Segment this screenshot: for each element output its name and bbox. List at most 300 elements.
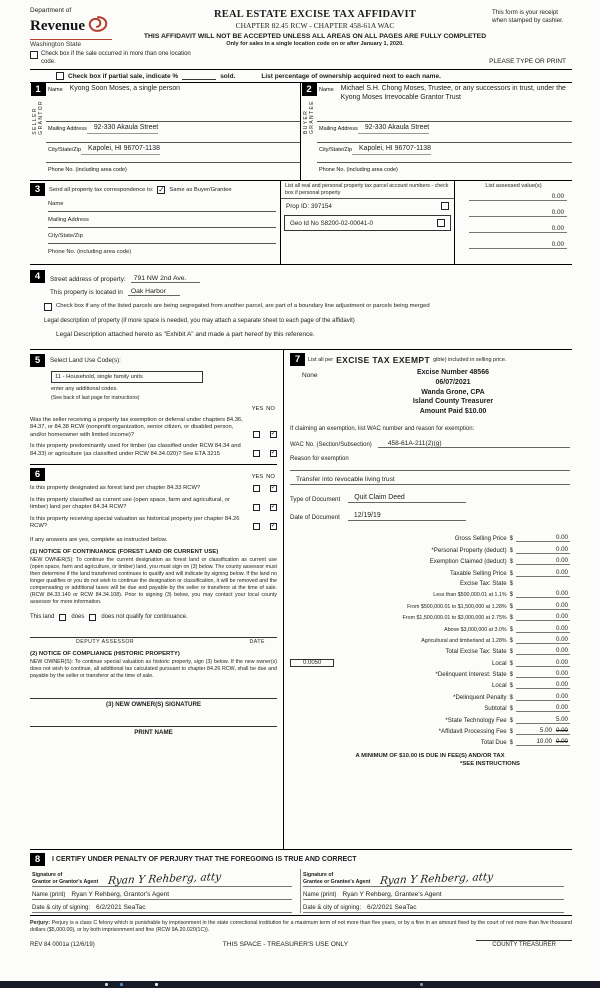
money-row-processing-fee bbox=[290, 727, 570, 735]
money-value[interactable]: 0.00 bbox=[516, 613, 570, 621]
money-value[interactable] bbox=[516, 727, 570, 735]
checkmark: ✓ bbox=[270, 449, 277, 457]
does-not-checkbox[interactable] bbox=[89, 614, 96, 621]
bottom-row bbox=[30, 940, 572, 948]
grantee-signature-value[interactable]: Ryan Y Rehberg, atty bbox=[379, 870, 495, 888]
s6-q1-yes-checkbox[interactable] bbox=[253, 485, 260, 492]
dollar-sign: $ bbox=[509, 693, 513, 701]
money-row-tier2 bbox=[290, 602, 570, 610]
checkmark: ✓ bbox=[270, 484, 277, 492]
dollar-sign: $ bbox=[509, 625, 513, 633]
seller-phone-row bbox=[46, 163, 300, 180]
dollar-sign: $ bbox=[509, 682, 513, 690]
partial-sale-sold-label: sold. bbox=[220, 72, 236, 80]
stamp-amount-paid: Amount Paid $10.00 bbox=[419, 408, 487, 416]
stamp-treasurer-title: Island County Treasurer bbox=[412, 398, 494, 406]
receipt-note: This form is your receipt when stamped by cashier. bbox=[492, 9, 564, 25]
bottom-bar bbox=[0, 981, 600, 988]
document-date-value[interactable]: 12/19/19 bbox=[348, 512, 466, 521]
treasurer-space-label: THIS SPACE - TREASURER'S USE ONLY bbox=[222, 941, 349, 949]
header-center bbox=[138, 7, 492, 47]
s5-q1-boxes bbox=[253, 417, 277, 439]
buyer-name-value[interactable]: Michael S.H. Chong Moses, Trustee, or any successors in trust, under the Kyong Moses Irrevocable Grantor Trust bbox=[340, 85, 566, 101]
buyer-fields bbox=[317, 83, 572, 180]
money-row-total-state bbox=[290, 647, 570, 655]
s6-q1-no-checkbox[interactable] bbox=[270, 485, 277, 492]
money-row-tier3 bbox=[290, 613, 570, 621]
no-header: NO bbox=[266, 474, 275, 481]
handwritten-amount: 10.00 bbox=[536, 738, 552, 746]
grantor-signature-row bbox=[32, 869, 292, 887]
money-row-delinquent-penalty bbox=[290, 693, 570, 701]
seller-name-label: Name bbox=[48, 87, 63, 93]
money-row-gross bbox=[290, 534, 570, 542]
seller-grantor-section bbox=[30, 83, 301, 180]
money-value[interactable]: 0.00 bbox=[516, 670, 570, 678]
s5-q2-yes-checkbox[interactable] bbox=[253, 450, 260, 457]
dollar-sign: $ bbox=[509, 535, 513, 543]
money-label: Above $3,000,000 at 3.0% bbox=[444, 626, 507, 633]
parcel-numbers-header: List all real and personal property tax parcel account numbers - check box if personal property bbox=[281, 181, 454, 199]
logo-state-text: Washington State bbox=[30, 39, 112, 48]
dollar-sign: $ bbox=[509, 591, 513, 599]
buyer-address-value[interactable]: 92-330 Akaula Street bbox=[358, 124, 429, 134]
s6-q2-yes-checkbox[interactable] bbox=[253, 504, 260, 511]
money-value[interactable]: 5.00 bbox=[516, 716, 570, 724]
grantor-printed-name[interactable]: Ryan Y Rehberg, Grantor's Agent bbox=[71, 891, 170, 898]
partial-sale-label: Check box if partial sale, indicate % bbox=[68, 72, 179, 80]
legal-description-value[interactable]: Legal Description attached hereto as "Exhibit A" and made a part hereof by this reference. bbox=[56, 331, 315, 338]
buyer-csz-value[interactable]: Kapolei, HI 96707-1138 bbox=[352, 145, 431, 155]
section-8-number: 8 bbox=[30, 853, 45, 866]
parcel-row-1 bbox=[281, 199, 454, 213]
if-yes-note: If any answers are yes, complete as instructed below. bbox=[30, 536, 168, 543]
seller-rail bbox=[30, 83, 46, 180]
checkmark: ✓ bbox=[158, 184, 165, 194]
stamp-treasurer-name: Wanda Grone, CPA bbox=[421, 388, 485, 396]
struck-amount: 0.00 bbox=[555, 738, 568, 746]
bottom-bar-dot bbox=[120, 983, 123, 986]
money-label: From $500,000.01 to $1,500,000 at 1.28% bbox=[407, 603, 507, 610]
deputy-assessor-label: DEPUTY ASSESSOR bbox=[76, 638, 135, 645]
money-row-total-due bbox=[290, 738, 570, 746]
money-row-agricultural bbox=[290, 636, 570, 644]
money-value[interactable]: 0.00 bbox=[516, 647, 570, 655]
seller-address-row bbox=[46, 122, 300, 143]
dollar-sign: $ bbox=[509, 569, 513, 577]
additional-codes-label: enter any additional codes. bbox=[51, 386, 118, 392]
correspondence-name-field[interactable] bbox=[48, 196, 276, 212]
seller-fields bbox=[46, 83, 300, 180]
buyer-phone-label: Phone No. (including area code) bbox=[319, 167, 398, 173]
struck-amount: 0.00 bbox=[555, 727, 568, 735]
stamp-exempt-line: EXCISE TAX EXEMPT bbox=[336, 354, 431, 365]
dollar-sign: $ bbox=[509, 716, 513, 724]
s6-question-1 bbox=[30, 485, 277, 493]
s6-q3-text: Is this property receiving special valuation as historical property per chapter 84.26 RCW? bbox=[30, 515, 240, 530]
document-type-label: Type of Document bbox=[290, 495, 341, 503]
s6-q1-text: Is this property designated as forest land per chapter 84.33 RCW? bbox=[30, 485, 201, 492]
money-row-exemption bbox=[290, 557, 570, 565]
s5-q1-no-checkbox[interactable] bbox=[270, 431, 277, 438]
document-date-label: Date of Document bbox=[290, 513, 340, 521]
grantee-name-row bbox=[303, 887, 564, 900]
minimum-due-note: A MINIMUM OF $10.00 IS DUE IN FEE(S) AND/OR TAX bbox=[355, 753, 505, 760]
section-2-number: 2 bbox=[302, 83, 317, 96]
personal-property-checkbox-1[interactable] bbox=[441, 202, 449, 210]
seller-address-label: Mailing Address bbox=[48, 126, 87, 132]
claiming-exemption-label: If claiming an exemption, list WAC number and reason for exemption: bbox=[290, 425, 475, 432]
dollar-sign: $ bbox=[509, 558, 513, 566]
s6-question-3 bbox=[30, 516, 277, 531]
seller-name-value[interactable]: Kyong Soon Moses, a single person bbox=[69, 85, 180, 92]
same-as-buyer-checkbox[interactable] bbox=[157, 186, 165, 194]
section-5-number: 5 bbox=[30, 354, 45, 367]
money-value[interactable] bbox=[516, 580, 570, 587]
s5-q2-no-checkbox[interactable] bbox=[270, 450, 277, 457]
seller-word: SELLER bbox=[32, 107, 38, 135]
money-label: Less than $500,000.01 at 1.1% bbox=[433, 592, 507, 599]
stamp-excise-number: Excise Number 48566 bbox=[417, 369, 489, 376]
section-3-number: 3 bbox=[30, 183, 45, 196]
s6-q3-no-checkbox[interactable] bbox=[270, 523, 277, 530]
money-value[interactable]: 0.00 bbox=[516, 704, 570, 712]
county-treasurer-label: COUNTY TREASURER bbox=[476, 940, 572, 948]
ownership-percentage-label: List percentage of ownership acquired next to each name. bbox=[261, 72, 441, 80]
money-table bbox=[290, 531, 570, 746]
money-value[interactable]: 0.00 bbox=[516, 636, 570, 644]
form-chapter: CHAPTER 82.45 RCW - CHAPTER 458-61A WAC bbox=[235, 21, 395, 30]
list-personal-prefix: List all per bbox=[308, 356, 334, 363]
parties-section bbox=[30, 83, 572, 181]
wac-number-label: WAC No. (Section/Subsection) bbox=[290, 441, 372, 448]
see-instructions-note: *SEE INSTRUCTIONS bbox=[460, 761, 520, 768]
grantee-date-label: Date & city of signing: bbox=[303, 905, 362, 911]
money-row-subtotal bbox=[290, 704, 570, 712]
s6-yes-no-header bbox=[251, 474, 277, 480]
dollar-sign: $ bbox=[509, 659, 513, 667]
land-use-select[interactable] bbox=[51, 371, 203, 383]
left-column bbox=[30, 350, 284, 849]
see-back-note: (See back of last page for instructions) bbox=[51, 395, 140, 401]
s6-q3-yes-checkbox[interactable] bbox=[253, 523, 260, 530]
document-type-row bbox=[290, 494, 570, 503]
money-row-delinquent-interest-state bbox=[290, 670, 570, 678]
grantee-agent-label: Grantee or Grantee's Agent bbox=[303, 878, 371, 885]
buyer-phone-row bbox=[317, 163, 572, 180]
bottom-bar-dot bbox=[155, 983, 158, 986]
signatures-grid bbox=[30, 869, 572, 913]
grantor-agent-label: Grantor or Grantor's Agent bbox=[32, 878, 99, 885]
money-row-delinquent-interest-local bbox=[290, 681, 570, 689]
correspondence-fields bbox=[30, 181, 280, 264]
multi-location-label: Check box if the sale occurred in more than one location code. bbox=[41, 51, 191, 65]
grantee-signature-label bbox=[303, 872, 370, 885]
perjury-text: Perjury is a class C felony which is punishable by imprisonment in the state correctional institution for a maximum term of not more than five years, or by a fine in an amount fixed by the court of not more than five thousand dollars ($5,000.00), or by both imprisonment and fine (RCW 9A.20.020(1C)). bbox=[30, 920, 572, 934]
certification-section bbox=[30, 850, 572, 916]
dollar-sign: $ bbox=[509, 648, 513, 656]
correspondence-csz-label: City/State/Zip bbox=[48, 233, 83, 239]
s6-q2-boxes bbox=[253, 497, 277, 512]
dollar-sign: $ bbox=[509, 671, 513, 679]
money-label: *Affidavit Processing Fee bbox=[438, 728, 507, 736]
correspondence-name-label: Name bbox=[48, 201, 64, 207]
wac-number-value[interactable]: 458-61A-211(2)(g) bbox=[378, 440, 570, 448]
buyer-side-label bbox=[303, 100, 315, 134]
dollar-sign: $ bbox=[509, 739, 513, 747]
form-title: REAL ESTATE EXCISE TAX AFFIDAVIT bbox=[213, 9, 417, 20]
money-value[interactable]: 0.00 bbox=[516, 569, 570, 577]
handwritten-amount: 5.00 bbox=[539, 727, 552, 735]
money-row-taxable bbox=[290, 569, 570, 577]
logo-agency-text: Revenue bbox=[30, 17, 85, 34]
s6-q2-text: Is this property classified as current use (open space, farm and agricultural, or timber) land per chapter 84.34 RCW? bbox=[30, 497, 230, 511]
signature-of-label: Signature of bbox=[303, 872, 334, 878]
new-owner-signature-line[interactable] bbox=[30, 698, 277, 699]
land-use-value: 11 - Household, single family units bbox=[55, 374, 143, 380]
s6-q3-boxes bbox=[253, 516, 277, 531]
exemption-reason-value[interactable]: Transfer into revocable living trust bbox=[290, 473, 570, 485]
send-correspondence-label: Send all property tax correspondence to: bbox=[49, 186, 154, 193]
notice-continuance-body: NEW OWNER(S): To continue the current designation as forest land or classification as current use (open space, farm and agriculture, or timber) land, you must sign on (3) below. The county assessor must then determine if the land transferred continues to qualify and will indicate by signing below. If the land no longer qualifies or you do not wish to continue the designation or classification, it will be removed and the compensating or additional taxes will be due and payable by the seller or transferor at the time of sale. (RCW 84.33.140 or RCW 84.34.108). Prior to signing (3) below, you may contact your local county assessor for more information. bbox=[30, 556, 277, 605]
money-value[interactable]: 0.00 bbox=[516, 546, 570, 554]
buyer-grantee-section bbox=[301, 83, 572, 180]
buyer-address-row bbox=[317, 122, 572, 143]
header-warning: THIS AFFIDAVIT WILL NOT BE ACCEPTED UNLESS ALL AREAS ON ALL PAGES ARE FULLY COMPLETED bbox=[143, 33, 487, 40]
assessed-value-4[interactable]: 0.00 bbox=[469, 241, 567, 249]
personal-property-row bbox=[290, 353, 570, 366]
personal-property-checkbox-2[interactable] bbox=[437, 219, 445, 227]
form-header bbox=[30, 7, 572, 48]
section-1-number: 1 bbox=[31, 83, 46, 96]
s5-question-2 bbox=[30, 443, 277, 458]
logo-agency-row bbox=[30, 14, 138, 38]
money-value[interactable]: 0.00 bbox=[516, 625, 570, 633]
dollar-sign: $ bbox=[509, 636, 513, 644]
correspondence-phone-label: Phone No. (including area code) bbox=[48, 249, 132, 255]
money-row-excise-state bbox=[290, 580, 570, 587]
grantee-name-print-label: Name (print) bbox=[303, 892, 337, 898]
excise-tax-column bbox=[284, 350, 572, 849]
notice-compliance-body: NEW OWNER(S): To continue special valuation as historic property, sign (3) below. If the new owner(s) does not wish to continue, all additional tax calculated pursuant to chapter 84.26 RCW, shall be due and payable by the seller or transferor at the time of sale. bbox=[30, 658, 277, 679]
money-label: Local bbox=[492, 682, 507, 690]
money-label: *Delinquent Penalty bbox=[453, 693, 507, 701]
seller-phone-label: Phone No. (including area code) bbox=[48, 167, 127, 173]
yes-header: YES bbox=[251, 474, 264, 481]
grantee-signature-block bbox=[301, 869, 572, 913]
money-value[interactable]: 0.00 bbox=[516, 590, 570, 598]
perjury-label: Perjury: bbox=[30, 920, 51, 926]
seller-address-value[interactable]: 92-330 Akaula Street bbox=[87, 124, 158, 134]
segregated-checkbox[interactable] bbox=[44, 303, 52, 311]
money-value[interactable]: 0.00 bbox=[516, 659, 570, 667]
sub-header-row bbox=[30, 51, 572, 66]
street-address-row bbox=[30, 270, 572, 283]
money-label: From $1,500,000.01 to $3,000,000 at 2.75% bbox=[402, 615, 507, 622]
date-label: DATE bbox=[249, 638, 265, 645]
no-header: NO bbox=[266, 406, 275, 412]
seller-csz-label: City/State/Zip bbox=[48, 147, 82, 153]
money-row-tier1 bbox=[290, 590, 570, 598]
middle-columns bbox=[30, 350, 572, 850]
parcel-row-2 bbox=[284, 215, 451, 231]
bottom-bar-dot bbox=[420, 983, 423, 986]
print-name-caption: PRINT NAME bbox=[134, 728, 173, 736]
money-label: Exemption Claimed (deduct) bbox=[429, 558, 507, 566]
money-row-tier4 bbox=[290, 625, 570, 633]
document-date-row bbox=[290, 512, 570, 521]
dollar-sign: $ bbox=[509, 546, 513, 554]
partial-sale-percent-field[interactable] bbox=[182, 73, 216, 80]
assessed-value-3[interactable]: 0.00 bbox=[469, 225, 567, 233]
s6-question-2 bbox=[30, 497, 277, 512]
checkmark: ✓ bbox=[270, 503, 277, 511]
land-use-header bbox=[30, 354, 277, 367]
buyer-word: BUYER bbox=[303, 109, 309, 134]
local-rate-box[interactable]: 0.0050 bbox=[290, 659, 334, 667]
revenue-swirl-icon bbox=[87, 14, 109, 38]
bottom-bar-dot bbox=[105, 983, 108, 986]
correspondence-csz-field[interactable] bbox=[48, 228, 276, 244]
segregated-label: Check box if any of the listed parcels are being segregated from another parcel, are part of a boundary line adjustment or parcels being merged bbox=[56, 303, 430, 309]
continuance-qualify-row bbox=[30, 614, 277, 621]
money-label: Taxable Selling Price bbox=[450, 569, 507, 577]
money-label: Excise Tax: State bbox=[459, 579, 507, 587]
seller-name-row bbox=[46, 83, 300, 122]
deputy-assessor-line bbox=[30, 637, 277, 645]
personal-property-none-value[interactable]: None bbox=[302, 372, 318, 379]
money-label: Total Excise Tax: State bbox=[445, 648, 507, 656]
segregated-row bbox=[30, 303, 572, 311]
money-row-personal bbox=[290, 546, 570, 554]
legal-description-label: Legal description of property (if more space is needed, you may attach a separate sheet to each page of the affidavit) bbox=[44, 318, 355, 324]
seller-side-label bbox=[32, 100, 44, 135]
money-label: Gross Selling Price bbox=[454, 535, 507, 543]
money-row-tech-fee bbox=[290, 716, 570, 724]
multi-location-row bbox=[30, 51, 205, 66]
s5-yes-no-header bbox=[30, 406, 277, 412]
s5-question-1 bbox=[30, 417, 277, 439]
stamp-block-row bbox=[290, 368, 570, 417]
correspondence-header bbox=[30, 183, 276, 196]
does-not-label: does not qualify for continuance. bbox=[101, 614, 188, 621]
grantor-signature-block bbox=[30, 869, 301, 913]
certify-statement: I CERTIFY UNDER PENALTY OF PERJURY THAT THE FOREGOING IS TRUE AND CORRECT bbox=[52, 856, 357, 863]
dor-logo bbox=[30, 7, 138, 48]
this-land-label: This land bbox=[30, 614, 55, 621]
form-number: REV 84 0001a (12/6/19) bbox=[30, 942, 95, 949]
land-use-label: Select Land Use Code(s): bbox=[50, 357, 121, 364]
buyer-csz-row bbox=[317, 143, 572, 163]
notice-compliance-title: (2) NOTICE OF COMPLIANCE (HISTORIC PROPERTY) bbox=[30, 650, 180, 657]
buyer-rail bbox=[301, 83, 317, 180]
does-label: does bbox=[71, 614, 85, 621]
dollar-sign: $ bbox=[509, 728, 513, 736]
buyer-csz-label: City/State/Zip bbox=[319, 147, 353, 153]
tax-correspondence-section bbox=[30, 181, 572, 265]
correspondence-address-label: Mailing Address bbox=[48, 217, 89, 223]
property-location-section bbox=[30, 265, 572, 350]
notice-continuance-title: (1) NOTICE OF CONTINUANCE (FOREST LAND OR CURRENT USE) bbox=[30, 548, 219, 555]
partial-sale-checkbox[interactable] bbox=[56, 72, 64, 80]
street-address-value[interactable]: 791 NW 2nd Ave. bbox=[131, 275, 201, 283]
s6-q2-no-checkbox[interactable] bbox=[270, 504, 277, 511]
multi-location-checkbox[interactable] bbox=[30, 51, 38, 59]
header-only-note: Only for sales in a single location code on or after January 1, 2020. bbox=[226, 41, 404, 47]
money-label: Local bbox=[492, 659, 507, 667]
grantee-signature-row bbox=[303, 869, 564, 887]
money-value[interactable]: 0.00 bbox=[516, 534, 570, 542]
grantor-signature-label bbox=[32, 872, 98, 885]
grantor-date-row bbox=[32, 900, 292, 913]
document-type-value[interactable]: Quit Claim Deed bbox=[348, 494, 466, 503]
wac-number-row bbox=[290, 440, 570, 448]
section-6-header bbox=[30, 464, 277, 481]
s5-q2-text: Is this property predominantly used for timber (as classified under RCW 84.34 and 84.33) or agriculture (as classified under RCW 84.34.020)? See ETA 3215 bbox=[30, 443, 241, 457]
money-value[interactable]: 0.00 bbox=[516, 557, 570, 565]
money-row-local bbox=[290, 659, 570, 667]
grantor-signing-date[interactable]: 6/2/2021 SeaTac bbox=[96, 904, 146, 911]
same-as-buyer-label: Same as Buyer/Grantee bbox=[169, 186, 232, 193]
grantee-printed-name[interactable]: Ryan Y Rehberg, Grantee's Agent bbox=[342, 891, 442, 898]
does-checkbox[interactable] bbox=[59, 614, 66, 621]
s5-q2-boxes bbox=[253, 443, 277, 458]
property-city-row bbox=[50, 288, 572, 296]
seller-csz-value[interactable]: Kapolei, HI 96707-1138 bbox=[81, 145, 160, 155]
money-label: Total Due bbox=[480, 739, 507, 747]
grantor-signature-value[interactable]: Ryan Y Rehberg, atty bbox=[107, 870, 222, 888]
money-label: *Delinquent Interest: State bbox=[435, 671, 507, 679]
grantee-date-row bbox=[303, 900, 564, 913]
money-value[interactable] bbox=[516, 738, 570, 746]
grantor-name-row bbox=[32, 887, 292, 900]
print-name-line[interactable] bbox=[30, 726, 277, 727]
money-value[interactable]: 0.00 bbox=[516, 681, 570, 689]
assessed-values-column bbox=[455, 181, 572, 264]
assessed-values-header: List assessed value(s) bbox=[485, 183, 542, 189]
grantor-name-print-label: Name (print) bbox=[32, 892, 66, 898]
correspondence-phone-field[interactable] bbox=[48, 244, 276, 260]
money-label: Agricultural and timberland at 1.28% bbox=[421, 637, 507, 644]
checkmark: ✓ bbox=[270, 521, 277, 529]
dollar-sign: $ bbox=[509, 602, 513, 610]
grantee-signing-date[interactable]: 6/2/2021 SeaTac bbox=[367, 904, 417, 911]
checkmark: ✓ bbox=[270, 430, 277, 438]
perjury-notice bbox=[30, 920, 572, 934]
s5-q1-text: Was the seller receiving a property tax exemption or deferral under chapters 84.36, 84.37, or 84.38 RCW (nonprofit organization, senior citizen, or disabled person, and/or homeowner with limited income)? bbox=[30, 417, 243, 438]
parcel-id-value: Prop ID: 397154 bbox=[286, 202, 332, 210]
section-4-number: 4 bbox=[30, 270, 45, 283]
certification-header bbox=[30, 853, 572, 866]
grantor-date-label: Date & city of signing: bbox=[32, 905, 91, 911]
assessed-value-2[interactable]: 0.00 bbox=[469, 209, 567, 217]
property-city-value[interactable]: Oak Harbor bbox=[128, 288, 180, 296]
grantor-word: GRANTOR bbox=[38, 100, 44, 135]
money-value[interactable]: 0.00 bbox=[516, 602, 570, 610]
assessed-value-1[interactable]: 0.00 bbox=[469, 193, 567, 201]
correspondence-address-field[interactable] bbox=[48, 212, 276, 228]
logo-dept-text: Department of bbox=[30, 7, 72, 14]
treasurer-stamp bbox=[336, 368, 570, 417]
partial-sale-bar bbox=[30, 69, 572, 83]
money-value[interactable]: 0.00 bbox=[516, 693, 570, 701]
buyer-address-label: Mailing Address bbox=[319, 126, 358, 132]
dollar-sign: $ bbox=[509, 579, 513, 587]
s5-q1-yes-checkbox[interactable] bbox=[253, 431, 260, 438]
money-label: *State Technology Fee bbox=[445, 716, 507, 724]
grantee-word: GRANTEE bbox=[309, 100, 315, 134]
type-or-print-label: PLEASE TYPE OR PRINT bbox=[489, 58, 566, 65]
